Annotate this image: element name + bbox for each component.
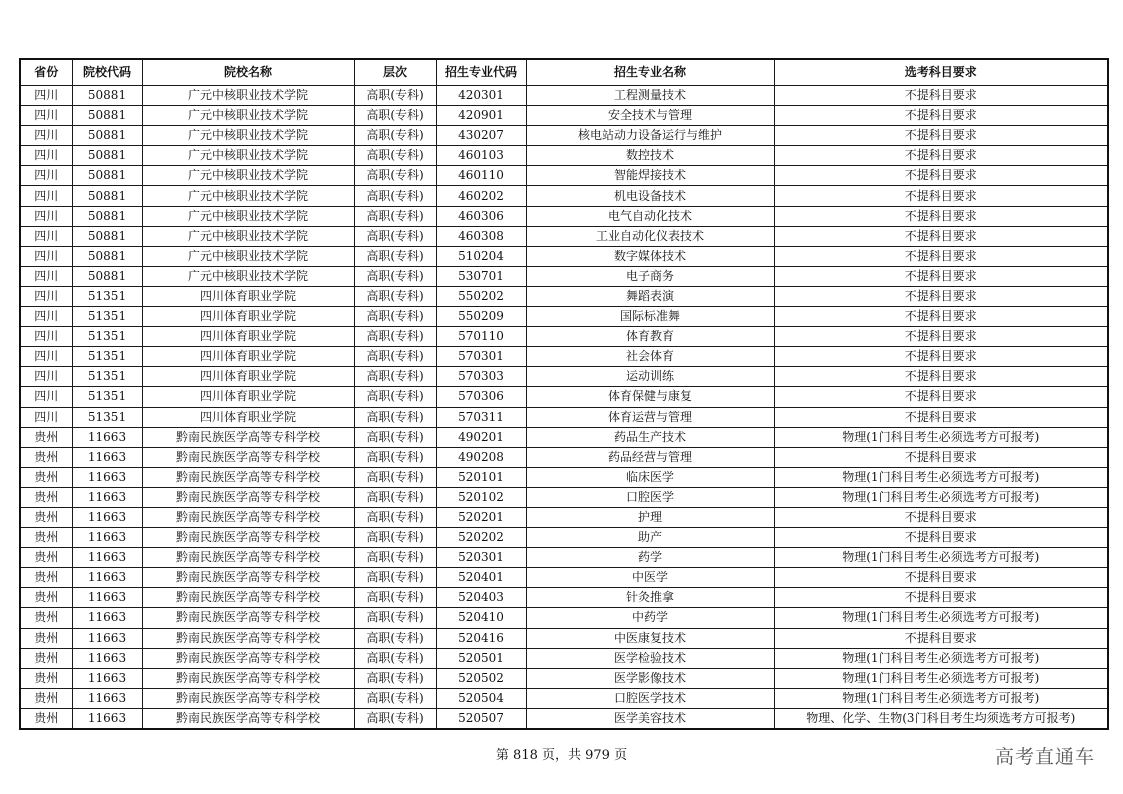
table-cell-col-school-code: 50881 [72,146,142,166]
table-cell-col-province: 贵州 [20,668,72,688]
table-cell-col-level: 高职(专科) [354,648,436,668]
table-cell-col-level: 高职(专科) [354,668,436,688]
table-cell-col-major-name: 安全技术与管理 [526,106,774,126]
table-cell-col-major-name: 运动训练 [526,367,774,387]
table-cell-col-school-code: 51351 [72,286,142,306]
table-cell-col-major-code: 460308 [436,226,526,246]
table-cell-col-level: 高职(专科) [354,206,436,226]
table-cell-col-subject-req: 不提科目要求 [774,347,1108,367]
table-cell-col-level: 高职(专科) [354,467,436,487]
table-cell-col-school-code: 51351 [72,387,142,407]
table-cell-col-major-name: 社会体育 [526,347,774,367]
table-row [20,246,1108,266]
table-cell-col-major-name: 电子商务 [526,266,774,286]
table-row [20,487,1108,507]
admission-table-container [19,58,1107,730]
table-cell-col-major-code: 520501 [436,648,526,668]
table-cell-col-major-code: 520410 [436,608,526,628]
table-cell-col-school-code: 11663 [72,668,142,688]
table-cell-col-school-name: 黔南民族医学高等专科学校 [142,467,354,487]
table-cell-col-level: 高职(专科) [354,367,436,387]
header-col-province: 省份 [20,59,72,86]
table-cell-col-school-name: 广元中核职业技术学院 [142,86,354,106]
table-row [20,126,1108,146]
table-cell-col-subject-req: 不提科目要求 [774,166,1108,186]
table-cell-col-subject-req: 不提科目要求 [774,226,1108,246]
table-row [20,507,1108,527]
table-cell-col-level: 高职(专科) [354,246,436,266]
table-cell-col-level: 高职(专科) [354,186,436,206]
table-cell-col-school-code: 11663 [72,447,142,467]
table-cell-col-school-code: 11663 [72,467,142,487]
watermark-text: 高考直通车 [994,746,1095,768]
table-row [20,266,1108,286]
table-cell-col-school-name: 黔南民族医学高等专科学校 [142,548,354,568]
table-cell-col-major-name: 电气自动化技术 [526,206,774,226]
table-cell-col-major-name: 针灸推拿 [526,588,774,608]
table-cell-col-school-name: 黔南民族医学高等专科学校 [142,628,354,648]
table-cell-col-level: 高职(专科) [354,226,436,246]
table-cell-col-school-name: 黔南民族医学高等专科学校 [142,507,354,527]
table-cell-col-major-code: 520202 [436,528,526,548]
table-cell-col-subject-req: 不提科目要求 [774,387,1108,407]
table-cell-col-major-code: 460110 [436,166,526,186]
table-cell-col-school-name: 黔南民族医学高等专科学校 [142,688,354,708]
table-cell-col-school-code: 50881 [72,206,142,226]
table-row [20,166,1108,186]
table-cell-col-major-code: 550202 [436,286,526,306]
table-cell-col-province: 四川 [20,166,72,186]
table-cell-col-school-name: 黔南民族医学高等专科学校 [142,568,354,588]
table-cell-col-level: 高职(专科) [354,608,436,628]
table-cell-col-major-code: 520502 [436,668,526,688]
table-cell-col-province: 四川 [20,226,72,246]
table-cell-col-school-name: 四川体育职业学院 [142,347,354,367]
table-cell-col-subject-req: 不提科目要求 [774,86,1108,106]
table-cell-col-school-code: 11663 [72,628,142,648]
table-cell-col-school-code: 50881 [72,86,142,106]
table-cell-col-subject-req: 物理(1门科目考生必须选考方可报考) [774,608,1108,628]
table-cell-col-subject-req: 不提科目要求 [774,447,1108,467]
table-cell-col-major-name: 药品经营与管理 [526,447,774,467]
table-cell-col-subject-req: 不提科目要求 [774,568,1108,588]
table-cell-col-major-name: 助产 [526,528,774,548]
table-cell-col-school-code: 11663 [72,507,142,527]
admission-table [19,58,1109,730]
table-cell-col-school-name: 黔南民族医学高等专科学校 [142,608,354,628]
header-col-level: 层次 [354,59,436,86]
header-col-major-code: 招生专业代码 [436,59,526,86]
table-cell-col-level: 高职(专科) [354,307,436,327]
table-row [20,568,1108,588]
table-cell-col-subject-req: 不提科目要求 [774,367,1108,387]
table-cell-col-school-code: 51351 [72,407,142,427]
table-row [20,608,1108,628]
table-cell-col-school-code: 11663 [72,648,142,668]
table-row [20,186,1108,206]
table-cell-col-level: 高职(专科) [354,588,436,608]
table-cell-col-level: 高职(专科) [354,628,436,648]
table-cell-col-major-code: 520301 [436,548,526,568]
table-cell-col-province: 贵州 [20,648,72,668]
header-col-major-name: 招生专业名称 [526,59,774,86]
table-cell-col-school-name: 广元中核职业技术学院 [142,266,354,286]
table-cell-col-school-name: 四川体育职业学院 [142,327,354,347]
table-cell-col-school-name: 广元中核职业技术学院 [142,146,354,166]
table-cell-col-school-name: 黔南民族医学高等专科学校 [142,487,354,507]
table-cell-col-major-code: 510204 [436,246,526,266]
table-cell-col-subject-req: 不提科目要求 [774,186,1108,206]
table-cell-col-major-code: 530701 [436,266,526,286]
table-cell-col-subject-req: 物理(1门科目考生必须选考方可报考) [774,688,1108,708]
table-cell-col-major-name: 临床医学 [526,467,774,487]
table-cell-col-school-name: 黔南民族医学高等专科学校 [142,427,354,447]
table-cell-col-province: 四川 [20,186,72,206]
table-cell-col-subject-req: 物理(1门科目考生必须选考方可报考) [774,548,1108,568]
table-cell-col-school-code: 11663 [72,608,142,628]
table-cell-col-major-name: 药学 [526,548,774,568]
table-cell-col-major-code: 460306 [436,206,526,226]
table-cell-col-major-code: 520401 [436,568,526,588]
table-cell-col-school-name: 黔南民族医学高等专科学校 [142,708,354,729]
table-cell-col-level: 高职(专科) [354,266,436,286]
table-cell-col-school-name: 四川体育职业学院 [142,387,354,407]
table-cell-col-major-name: 护理 [526,507,774,527]
table-cell-col-province: 四川 [20,407,72,427]
table-cell-col-level: 高职(专科) [354,427,436,447]
table-row [20,226,1108,246]
table-cell-col-school-name: 广元中核职业技术学院 [142,246,354,266]
table-cell-col-subject-req: 不提科目要求 [774,266,1108,286]
table-cell-col-subject-req: 物理(1门科目考生必须选考方可报考) [774,668,1108,688]
table-cell-col-province: 四川 [20,286,72,306]
table-cell-col-school-name: 广元中核职业技术学院 [142,206,354,226]
table-cell-col-school-code: 11663 [72,688,142,708]
table-cell-col-province: 四川 [20,307,72,327]
table-cell-col-major-code: 520504 [436,688,526,708]
table-cell-col-major-name: 体育运营与管理 [526,407,774,427]
table-cell-col-school-code: 51351 [72,347,142,367]
table-cell-col-province: 四川 [20,86,72,106]
table-cell-col-school-code: 11663 [72,708,142,729]
table-cell-col-school-code: 50881 [72,106,142,126]
table-cell-col-province: 贵州 [20,568,72,588]
table-cell-col-level: 高职(专科) [354,86,436,106]
table-row [20,528,1108,548]
table-cell-col-province: 贵州 [20,507,72,527]
table-cell-col-school-name: 广元中核职业技术学院 [142,166,354,186]
table-cell-col-school-name: 四川体育职业学院 [142,407,354,427]
table-cell-col-province: 贵州 [20,588,72,608]
table-cell-col-major-code: 430207 [436,126,526,146]
table-cell-col-school-code: 50881 [72,186,142,206]
table-row [20,146,1108,166]
table-cell-col-province: 贵州 [20,528,72,548]
table-row [20,307,1108,327]
table-row [20,548,1108,568]
table-cell-col-major-code: 490201 [436,427,526,447]
table-cell-col-province: 贵州 [20,427,72,447]
table-cell-col-level: 高职(专科) [354,106,436,126]
table-row [20,407,1108,427]
table-cell-col-subject-req: 不提科目要求 [774,126,1108,146]
table-cell-col-level: 高职(专科) [354,507,436,527]
table-cell-col-school-name: 黔南民族医学高等专科学校 [142,447,354,467]
table-cell-col-subject-req: 不提科目要求 [774,628,1108,648]
table-cell-col-province: 贵州 [20,548,72,568]
table-cell-col-subject-req: 物理(1门科目考生必须选考方可报考) [774,467,1108,487]
table-cell-col-level: 高职(专科) [354,387,436,407]
table-cell-col-subject-req: 不提科目要求 [774,507,1108,527]
table-cell-col-school-code: 50881 [72,226,142,246]
table-row [20,628,1108,648]
table-cell-col-major-name: 口腔医学 [526,487,774,507]
table-cell-col-major-name: 药品生产技术 [526,427,774,447]
table-cell-col-level: 高职(专科) [354,166,436,186]
table-cell-col-major-code: 420901 [436,106,526,126]
table-cell-col-major-name: 口腔医学技术 [526,688,774,708]
table-row [20,688,1108,708]
table-cell-col-subject-req: 不提科目要求 [774,528,1108,548]
table-cell-col-province: 贵州 [20,628,72,648]
table-cell-col-subject-req: 不提科目要求 [774,106,1108,126]
table-cell-col-province: 四川 [20,246,72,266]
table-cell-col-major-name: 中医学 [526,568,774,588]
table-cell-col-major-name: 数控技术 [526,146,774,166]
table-cell-col-major-name: 医学检验技术 [526,648,774,668]
table-row [20,467,1108,487]
table-cell-col-school-name: 黔南民族医学高等专科学校 [142,648,354,668]
table-cell-col-school-name: 四川体育职业学院 [142,367,354,387]
table-cell-col-school-code: 11663 [72,568,142,588]
table-cell-col-province: 四川 [20,266,72,286]
table-row [20,286,1108,306]
table-row [20,427,1108,447]
table-cell-col-major-code: 420301 [436,86,526,106]
table-row [20,708,1108,729]
table-cell-col-major-code: 570311 [436,407,526,427]
table-cell-col-school-name: 四川体育职业学院 [142,286,354,306]
table-cell-col-major-code: 520102 [436,487,526,507]
table-cell-col-major-name: 工程测量技术 [526,86,774,106]
table-cell-col-level: 高职(专科) [354,528,436,548]
table-cell-col-province: 四川 [20,146,72,166]
table-row [20,387,1108,407]
table-cell-col-school-name: 广元中核职业技术学院 [142,126,354,146]
table-cell-col-major-code: 520507 [436,708,526,729]
table-cell-col-school-code: 11663 [72,487,142,507]
table-cell-col-subject-req: 不提科目要求 [774,588,1108,608]
table-row [20,447,1108,467]
table-cell-col-major-code: 490208 [436,447,526,467]
table-cell-col-major-code: 520403 [436,588,526,608]
table-body [20,86,1108,730]
table-cell-col-level: 高职(专科) [354,286,436,306]
table-row [20,367,1108,387]
table-cell-col-subject-req: 不提科目要求 [774,286,1108,306]
table-cell-col-school-code: 50881 [72,266,142,286]
table-cell-col-school-name: 广元中核职业技术学院 [142,226,354,246]
table-cell-col-major-code: 570301 [436,347,526,367]
table-cell-col-school-code: 51351 [72,307,142,327]
table-cell-col-province: 四川 [20,126,72,146]
table-cell-col-province: 四川 [20,387,72,407]
table-cell-col-school-code: 51351 [72,327,142,347]
table-cell-col-school-name: 广元中核职业技术学院 [142,186,354,206]
table-cell-col-major-name: 中药学 [526,608,774,628]
table-cell-col-major-name: 数字媒体技术 [526,246,774,266]
table-cell-col-major-name: 舞蹈表演 [526,286,774,306]
table-cell-col-major-name: 智能焊接技术 [526,166,774,186]
table-row [20,668,1108,688]
table-cell-col-major-code: 550209 [436,307,526,327]
table-cell-col-subject-req: 不提科目要求 [774,246,1108,266]
table-row [20,648,1108,668]
table-cell-col-subject-req: 不提科目要求 [774,407,1108,427]
table-cell-col-major-name: 医学影像技术 [526,668,774,688]
table-cell-col-school-name: 黔南民族医学高等专科学校 [142,588,354,608]
table-cell-col-subject-req: 物理(1门科目考生必须选考方可报考) [774,427,1108,447]
table-cell-col-province: 贵州 [20,487,72,507]
table-row [20,327,1108,347]
table-cell-col-subject-req: 不提科目要求 [774,327,1108,347]
table-cell-col-province: 贵州 [20,608,72,628]
page-number: 第 818 页，共 979 页 [495,748,628,763]
table-cell-col-level: 高职(专科) [354,126,436,146]
table-cell-col-level: 高职(专科) [354,568,436,588]
table-row [20,588,1108,608]
table-cell-col-school-code: 11663 [72,588,142,608]
table-row [20,347,1108,367]
header-col-school-name: 院校名称 [142,59,354,86]
table-cell-col-major-code: 460202 [436,186,526,206]
table-row [20,106,1108,126]
table-cell-col-school-name: 广元中核职业技术学院 [142,106,354,126]
table-cell-col-province: 贵州 [20,688,72,708]
table-cell-col-province: 四川 [20,106,72,126]
table-cell-col-school-code: 50881 [72,246,142,266]
table-cell-col-subject-req: 物理(1门科目考生必须选考方可报考) [774,648,1108,668]
table-cell-col-school-name: 黔南民族医学高等专科学校 [142,528,354,548]
table-cell-col-major-name: 医学美容技术 [526,708,774,729]
table-cell-col-major-code: 520101 [436,467,526,487]
table-cell-col-subject-req: 物理(1门科目考生必须选考方可报考) [774,487,1108,507]
table-cell-col-major-name: 核电站动力设备运行与维护 [526,126,774,146]
table-cell-col-level: 高职(专科) [354,708,436,729]
table-cell-col-level: 高职(专科) [354,688,436,708]
table-cell-col-province: 四川 [20,327,72,347]
table-cell-col-major-code: 570110 [436,327,526,347]
table-cell-col-major-name: 体育保健与康复 [526,387,774,407]
table-header-row [20,59,1108,86]
header-col-subject-req: 选考科目要求 [774,59,1108,86]
table-cell-col-subject-req: 不提科目要求 [774,307,1108,327]
table-cell-col-major-name: 体育教育 [526,327,774,347]
table-cell-col-school-code: 50881 [72,166,142,186]
table-cell-col-major-name: 国际标准舞 [526,307,774,327]
table-cell-col-level: 高职(专科) [354,447,436,467]
table-cell-col-major-code: 570303 [436,367,526,387]
table-cell-col-major-name: 机电设备技术 [526,186,774,206]
table-cell-col-school-code: 11663 [72,528,142,548]
table-cell-col-province: 贵州 [20,708,72,729]
table-cell-col-level: 高职(专科) [354,347,436,367]
table-cell-col-major-name: 中医康复技术 [526,628,774,648]
table-cell-col-level: 高职(专科) [354,487,436,507]
table-cell-col-school-code: 51351 [72,367,142,387]
table-cell-col-province: 四川 [20,367,72,387]
table-cell-col-major-code: 460103 [436,146,526,166]
table-cell-col-province: 四川 [20,206,72,226]
table-cell-col-province: 四川 [20,347,72,367]
table-cell-col-province: 贵州 [20,467,72,487]
table-cell-col-major-name: 工业自动化仪表技术 [526,226,774,246]
table-cell-col-subject-req: 不提科目要求 [774,206,1108,226]
table-cell-col-subject-req: 物理、化学、生物(3门科目考生均须选考方可报考) [774,708,1108,729]
table-cell-col-major-code: 570306 [436,387,526,407]
table-cell-col-province: 贵州 [20,447,72,467]
table-cell-col-subject-req: 不提科目要求 [774,146,1108,166]
table-row [20,206,1108,226]
table-row [20,86,1108,106]
table-cell-col-school-code: 50881 [72,126,142,146]
table-cell-col-school-code: 11663 [72,427,142,447]
table-cell-col-level: 高职(专科) [354,327,436,347]
table-cell-col-school-name: 四川体育职业学院 [142,307,354,327]
table-cell-col-school-name: 黔南民族医学高等专科学校 [142,668,354,688]
table-cell-col-level: 高职(专科) [354,146,436,166]
table-cell-col-level: 高职(专科) [354,407,436,427]
header-col-school-code: 院校代码 [72,59,142,86]
table-cell-col-level: 高职(专科) [354,548,436,568]
table-cell-col-major-code: 520201 [436,507,526,527]
table-cell-col-major-code: 520416 [436,628,526,648]
table-cell-col-school-code: 11663 [72,548,142,568]
